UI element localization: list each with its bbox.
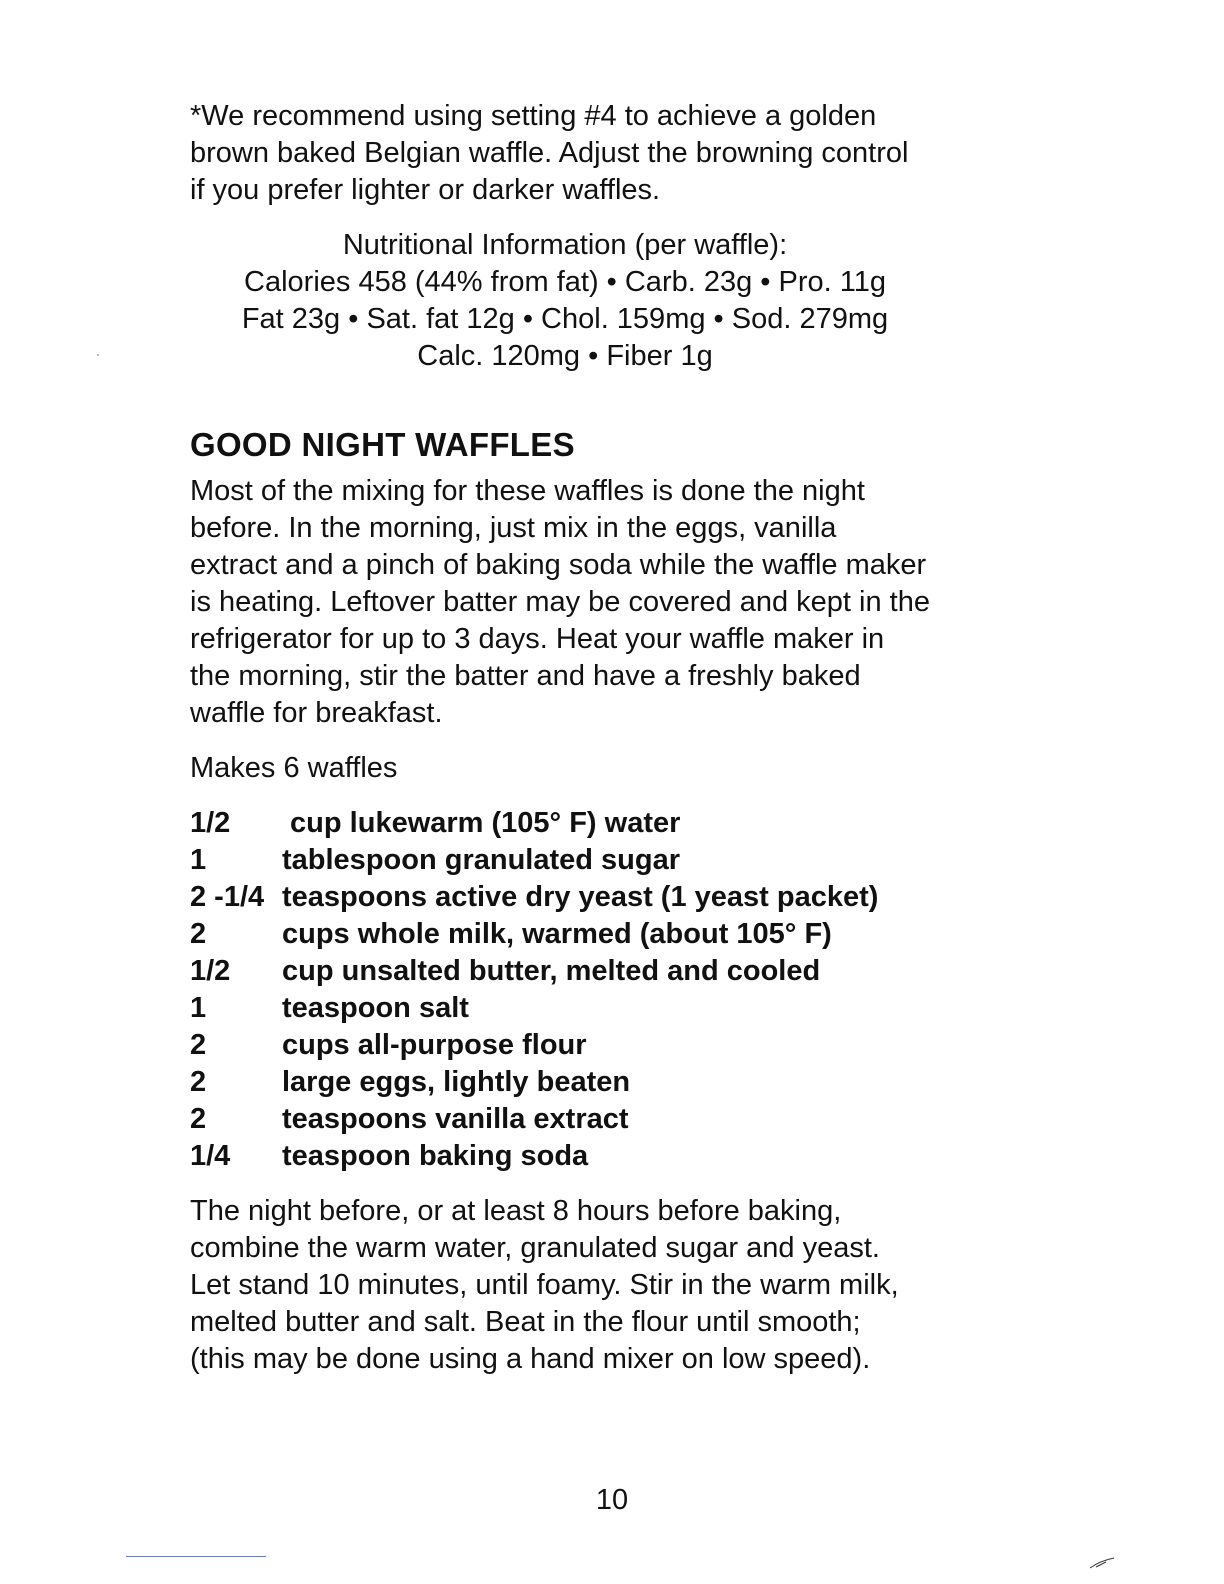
description-line: is heating. Leftover batter may be covered and kept in the [190, 586, 930, 618]
yield-text: Makes 6 waffles [190, 752, 398, 784]
description-line: before. In the morning, just mix in the eggs, vanilla [190, 512, 837, 544]
ingredient-item: teaspoons active dry yeast (1 yeast packet) [282, 881, 879, 913]
ingredient-row [190, 1101, 1030, 1138]
ingredient-qty: 2 [190, 1066, 207, 1098]
nutrition-heading: Nutritional Information (per waffle): [342, 229, 788, 261]
ingredient-qty: 1/4 [190, 1140, 231, 1172]
directions-line: melted butter and salt. Beat in the flour until smooth; [190, 1306, 861, 1338]
ingredient-item: teaspoon baking soda [282, 1140, 589, 1172]
recipe-title: GOOD NIGHT WAFFLES [190, 426, 575, 463]
nutrition-info [165, 227, 965, 375]
directions-line: The night before, or at least 8 hours before baking, [190, 1195, 842, 1227]
scan-mark [1088, 1556, 1116, 1570]
page-number: 10 [595, 1484, 629, 1516]
ingredient-row [190, 990, 1030, 1027]
directions-line: Let stand 10 minutes, until foamy. Stir in the warm milk, [190, 1269, 899, 1301]
directions-line: (this may be done using a hand mixer on low speed). [190, 1343, 871, 1375]
nutrition-line: Calc. 120mg • Fiber 1g [417, 340, 713, 372]
ingredient-item: teaspoon salt [282, 992, 469, 1024]
footer-rule [126, 1556, 266, 1557]
nutrition-line: Fat 23g • Sat. fat 12g • Chol. 159mg • Sod. 279mg [241, 303, 889, 335]
ingredient-list [190, 805, 1030, 1175]
ingredient-item: cups all-purpose flour [282, 1029, 587, 1061]
ingredient-qty: 1 [190, 844, 207, 876]
scan-speck [97, 354, 99, 356]
recipe-page [190, 98, 1030, 1378]
ingredient-qty: 1 [190, 992, 207, 1024]
description-line: waffle for breakfast. [190, 697, 443, 729]
ingredient-row [190, 1064, 1030, 1101]
ingredient-row [190, 842, 1030, 879]
ingredient-row [190, 879, 1030, 916]
ingredient-item: cup lukewarm (105° F) water [282, 807, 681, 839]
description-line: extract and a pinch of baking soda while the waffle maker [190, 549, 927, 581]
ingredient-qty: 2 -1/4 [190, 881, 265, 913]
nutrition-line: Calories 458 (44% from fat) • Carb. 23g • Pro. 11g [244, 266, 886, 298]
ingredient-item: cup unsalted butter, melted and cooled [282, 955, 821, 987]
ingredient-item: tablespoon granulated sugar [282, 844, 680, 876]
directions-line: combine the warm water, granulated sugar and yeast. [190, 1232, 880, 1264]
intro-note [190, 98, 1030, 209]
ingredient-qty: 1/2 [190, 807, 231, 839]
directions [190, 1193, 1030, 1378]
ingredient-row [190, 805, 1030, 842]
ingredient-row [190, 953, 1030, 990]
ingredient-item: cups whole milk, warmed (about 105° F) [282, 918, 832, 950]
ingredient-qty: 1/2 [190, 955, 231, 987]
ingredient-row [190, 916, 1030, 953]
intro-note-line: brown baked Belgian waffle. Adjust the browning control [190, 137, 909, 169]
description-line: Most of the mixing for these waffles is done the night [190, 475, 865, 507]
ingredient-qty: 2 [190, 1029, 207, 1061]
ingredient-qty: 2 [190, 918, 207, 950]
description-line: refrigerator for up to 3 days. Heat your waffle maker in [190, 623, 885, 655]
ingredient-row [190, 1027, 1030, 1064]
ingredient-item: large eggs, lightly beaten [282, 1066, 631, 1098]
ingredient-qty: 2 [190, 1103, 207, 1135]
intro-note-line: if you prefer lighter or darker waffles. [190, 174, 661, 206]
recipe-description [190, 473, 1030, 732]
description-line: the morning, stir the batter and have a freshly baked [190, 660, 861, 692]
intro-note-line: *We recommend using setting #4 to achieve a golden [190, 100, 877, 132]
ingredient-row [190, 1138, 1030, 1175]
ingredient-item: teaspoons vanilla extract [282, 1103, 629, 1135]
